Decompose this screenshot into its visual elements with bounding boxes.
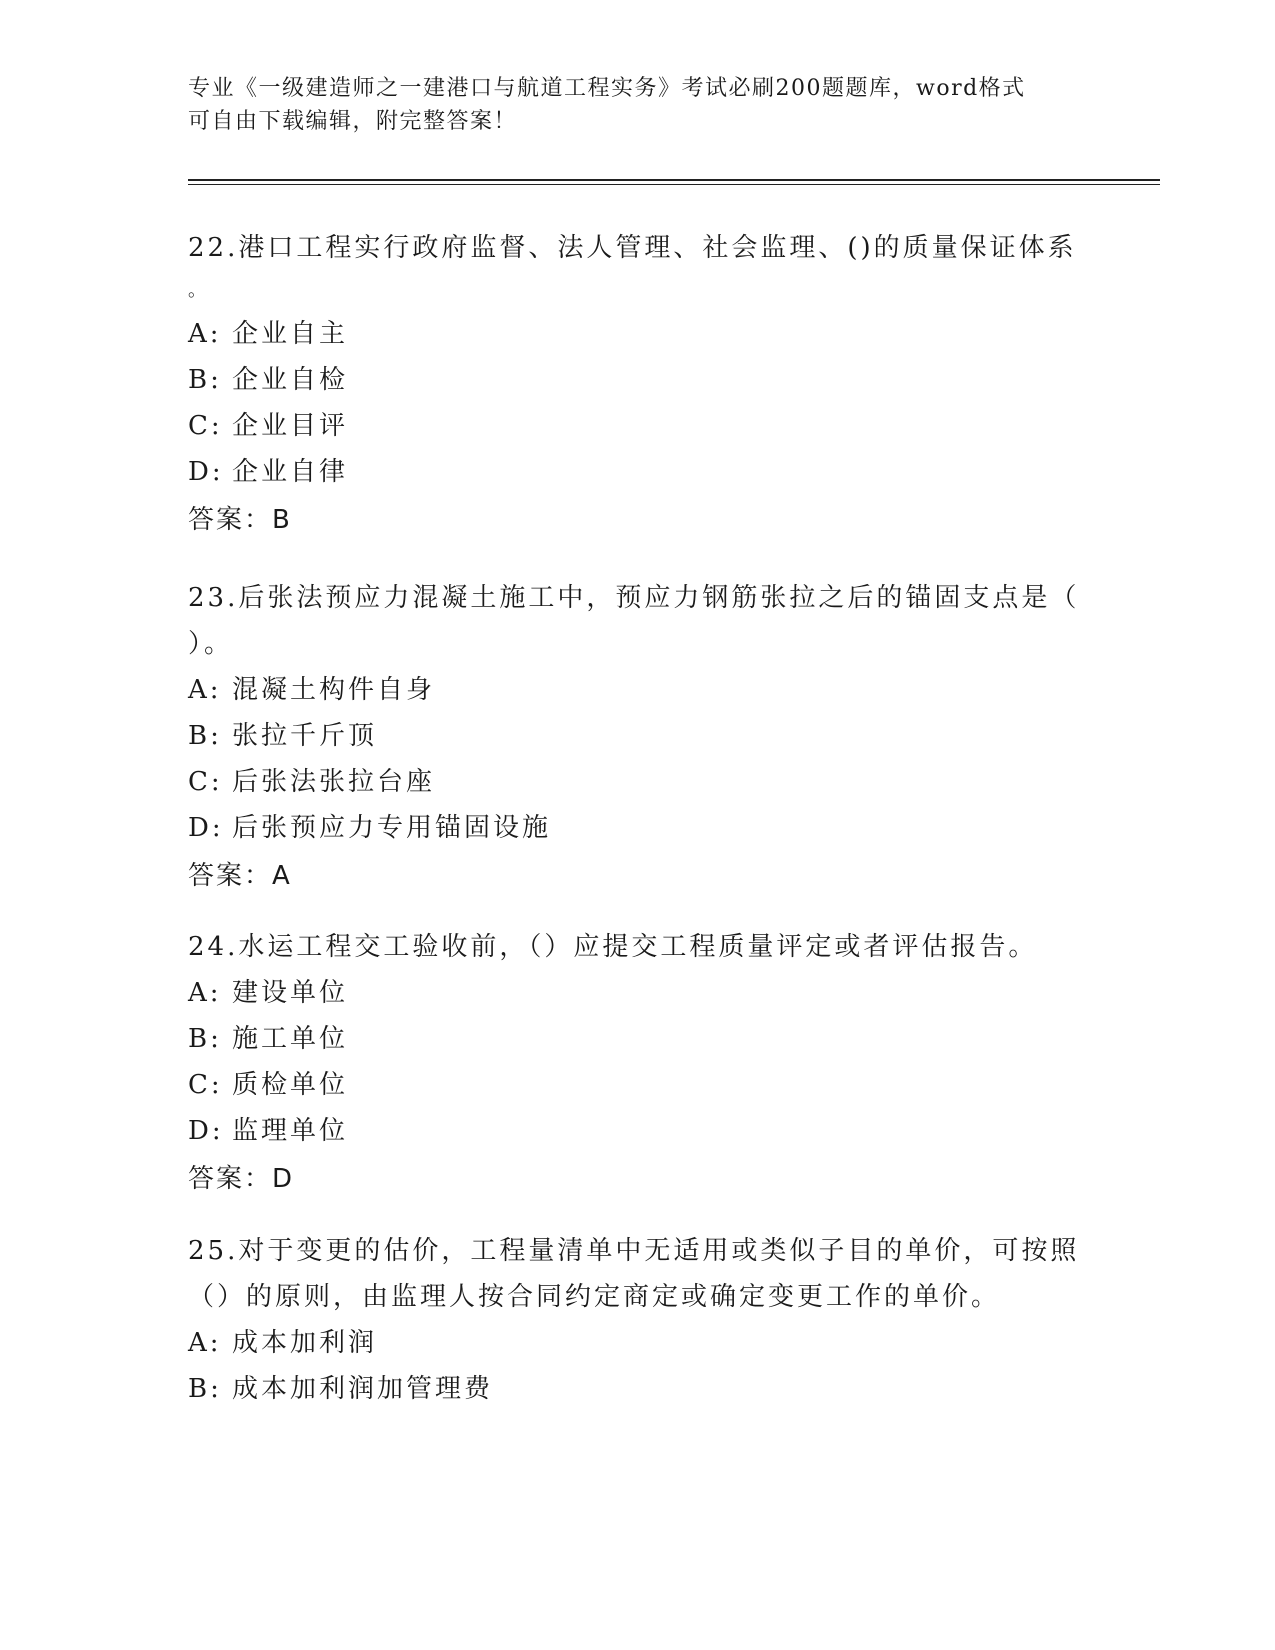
stem-line-1: 24.水运工程交工验收前，（）应提交工程质量评定或者评估报告。 (188, 932, 1038, 962)
question-25 (188, 1228, 1088, 1412)
option-c (188, 759, 1088, 805)
option-a (188, 667, 1088, 713)
option-c (188, 1062, 1088, 1108)
option-label: D: (188, 1116, 224, 1146)
option-c (188, 403, 1088, 449)
option-b (188, 713, 1088, 759)
option-b (188, 1016, 1088, 1062)
option-text: 企业自检 (232, 365, 349, 395)
header-line-1: 专业《一级建造师之一建港口与航道工程实务》考试必刷200题题库，word格式 (188, 76, 1026, 101)
stem-line-2: （）的原则，由监理人按合同约定商定或确定变更工作的单价。 (188, 1282, 1001, 1312)
stem-line-2: ）。 (188, 629, 234, 659)
option-label: A: (188, 1328, 222, 1358)
option-text: 企业目评 (232, 411, 349, 441)
option-d (188, 805, 1088, 851)
question-stem (188, 575, 1088, 667)
stem-line-1: 22.港口工程实行政府监督、法人管理、社会监理、()的质量保证体系 (188, 233, 1077, 263)
option-a (188, 311, 1088, 357)
option-label: C: (188, 411, 223, 441)
option-label: A: (188, 675, 222, 705)
option-text: 质检单位 (232, 1070, 349, 1100)
option-text: 施工单位 (232, 1024, 349, 1054)
option-label: B: (188, 1024, 222, 1054)
option-label: D: (188, 457, 224, 487)
option-text: 后张预应力专用锚固设施 (232, 813, 552, 843)
option-text: 监理单位 (232, 1116, 349, 1146)
question-23 (188, 575, 1088, 899)
header-line-2: 可自由下载编辑，附完整答案！ (188, 109, 518, 134)
option-label: A: (188, 319, 222, 349)
answer-line: 答案：A (188, 861, 292, 891)
option-text: 建设单位 (232, 978, 349, 1008)
option-text: 混凝土构件自身 (232, 675, 436, 705)
option-d (188, 449, 1088, 495)
stem-line-1: 25.对于变更的估价，工程量清单中无适用或类似子目的单价，可按照 (188, 1236, 1080, 1266)
option-label: B: (188, 721, 222, 751)
document-header (188, 72, 1088, 138)
option-b (188, 1366, 1088, 1412)
stem-line-1: 23.后张法预应力混凝土施工中，预应力钢筋张拉之后的锚固支点是（ (188, 583, 1080, 613)
option-text: 成本加利润加管理费 (232, 1374, 494, 1404)
option-label: B: (188, 1374, 222, 1404)
option-a (188, 970, 1088, 1016)
answer-line: 答案：D (188, 1164, 295, 1194)
header-divider-bottom (188, 184, 1160, 185)
option-text: 张拉千斤顶 (232, 721, 378, 751)
option-text: 企业自律 (232, 457, 349, 487)
option-label: C: (188, 767, 223, 797)
option-label: D: (188, 813, 224, 843)
option-label: B: (188, 365, 222, 395)
option-text: 成本加利润 (232, 1328, 378, 1358)
answer-line: 答案：B (188, 505, 292, 535)
question-stem (188, 924, 1088, 970)
option-label: A: (188, 978, 222, 1008)
option-text: 后张法张拉台座 (232, 767, 436, 797)
option-a (188, 1320, 1088, 1366)
option-label: C: (188, 1070, 223, 1100)
option-text: 企业自主 (232, 319, 349, 349)
stem-line-2: 。 (188, 280, 209, 301)
option-d (188, 1108, 1088, 1154)
question-stem (188, 225, 1088, 311)
question-stem (188, 1228, 1088, 1320)
question-24 (188, 924, 1088, 1202)
question-22 (188, 225, 1088, 543)
option-b (188, 357, 1088, 403)
header-divider-top (188, 179, 1160, 181)
